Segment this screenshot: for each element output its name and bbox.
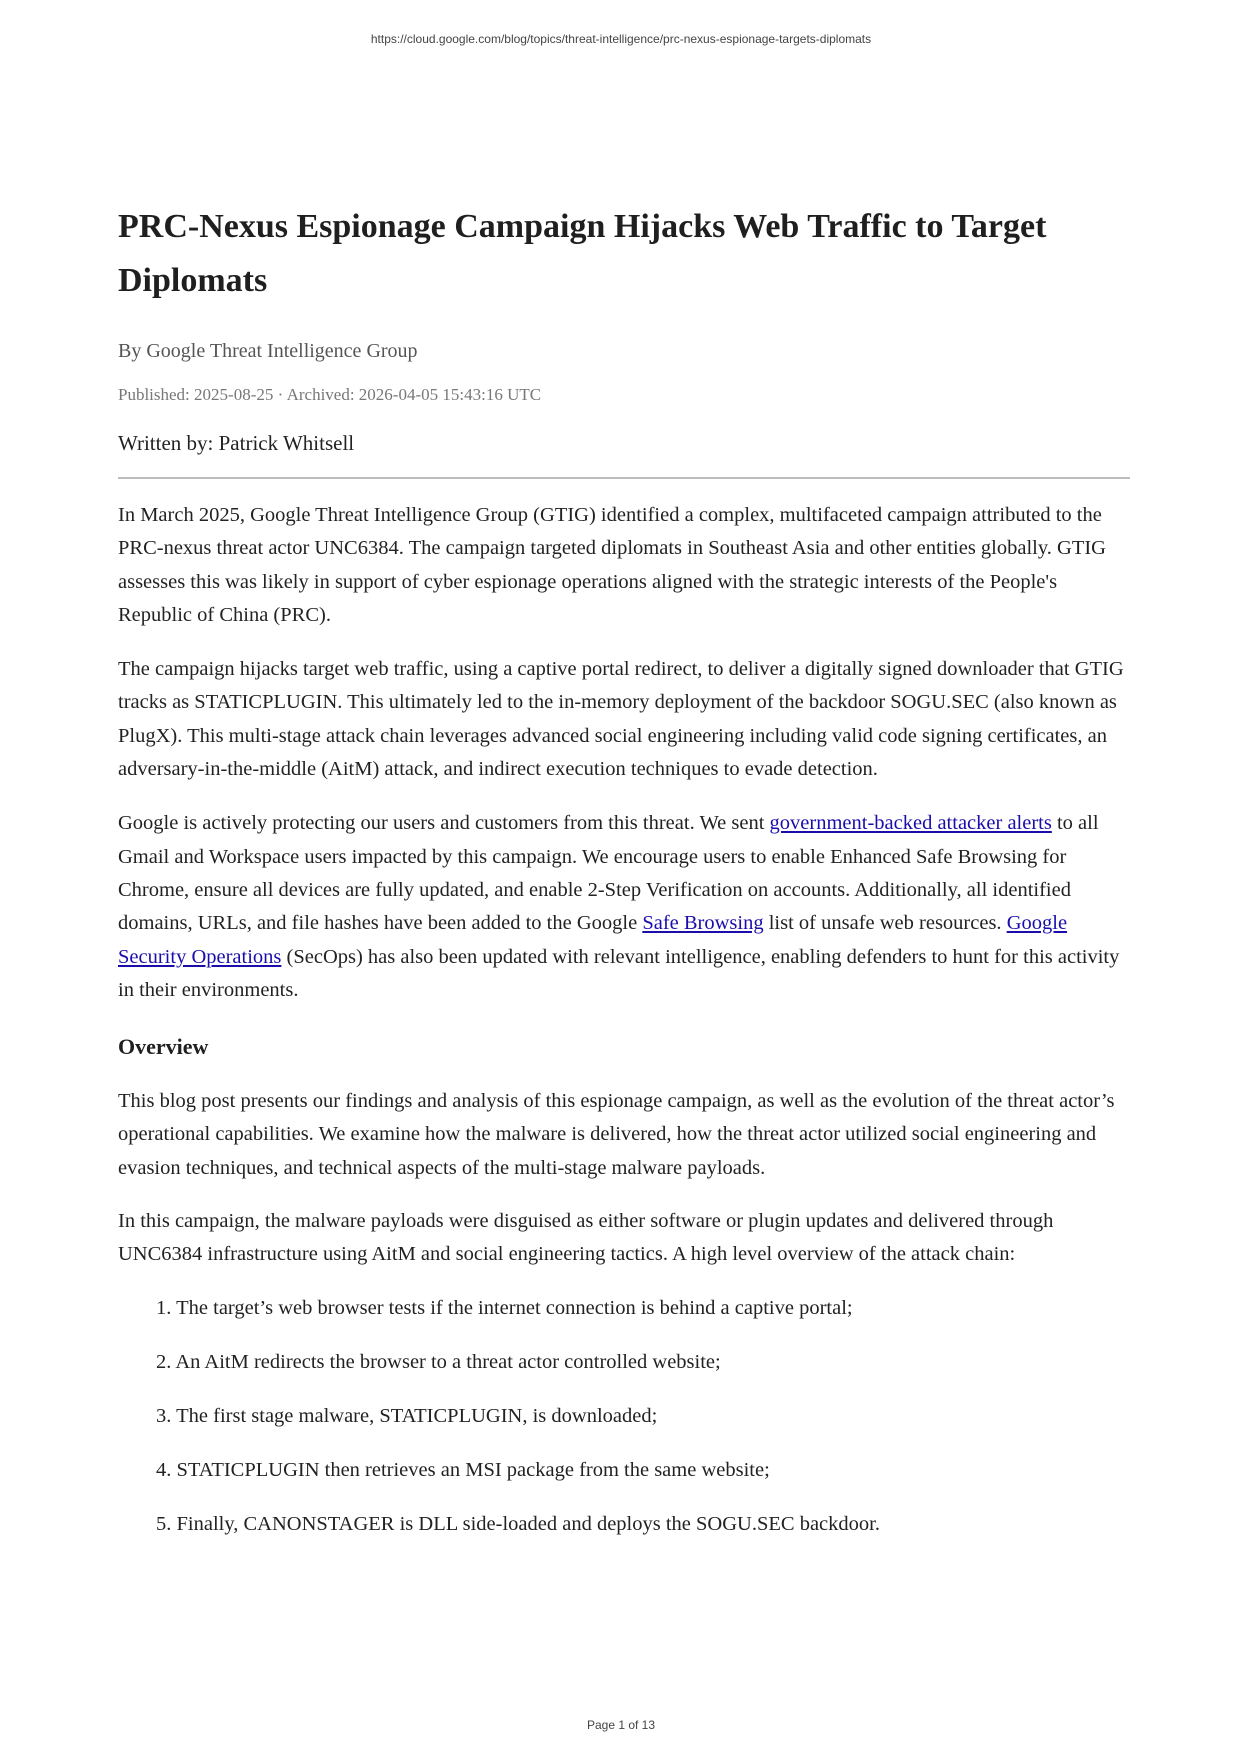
protection-text-2: to all Gmail and Workspace users impacted by this campaign. We encourage users to enable Enhanced Safe Browsing for Chrome, ensure all devices are fully updated, and enable 2-Step Verification on accounts. Additionally, all identified domains, URLs, and file hashes have been added to the Google bbox=[118, 812, 1099, 935]
government-backed-alerts-link[interactable]: government-backed attacker alerts bbox=[769, 812, 1052, 835]
attack-chain-list bbox=[118, 1293, 1130, 1540]
written-by: Written by: Patrick Whitsell bbox=[118, 431, 355, 455]
article-body bbox=[118, 200, 1130, 1564]
publish-archive-meta: Published: 2025-08-25 · Archived: 2026-04-05 15:43:16 UTC bbox=[118, 385, 542, 404]
list-item: 1. The target’s web browser tests if the internet connection is behind a captive portal; bbox=[156, 1296, 853, 1319]
byline: By Google Threat Intelligence Group bbox=[118, 340, 418, 362]
google-security-operations-link[interactable]: Google Security Operations bbox=[118, 912, 1068, 968]
attack-chain-intro: In this campaign, the malware payloads were disguised as either software or plugin updates and delivered through UNC6384 infrastructure using AitM and social engineering tactics. A high level overview of the attack chain: bbox=[118, 1210, 1054, 1266]
list-item: 4. STATICPLUGIN then retrieves an MSI package from the same website; bbox=[156, 1459, 770, 1482]
list-item: 5. Finally, CANONSTAGER is DLL side-loaded and deploys the SOGU.SEC backdoor. bbox=[156, 1513, 880, 1536]
intro-paragraph: In March 2025, Google Threat Intelligence Group (GTIG) identified a complex, multifaceted campaign attributed to the PRC-nexus threat actor UNC6384. The campaign targeted diplomats in Southeast Asia and other entities globally. GTIG assesses this was likely in support of cyber espionage operations aligned with the strategic interests of the People's Republic of China (PRC). bbox=[118, 504, 1106, 626]
list-item: 2. An AitM redirects the browser to a threat actor controlled website; bbox=[156, 1350, 721, 1373]
protection-text-3: list of unsafe web resources. bbox=[763, 912, 1007, 935]
divider bbox=[118, 477, 1130, 479]
protection-text-1: Google is actively protecting our users and customers from this threat. We sent bbox=[118, 812, 770, 835]
protection-text-4: (SecOps) has also been updated with relevant intelligence, enabling defenders to hunt for this activity in their environments. bbox=[118, 945, 1120, 1001]
article-title: PRC-Nexus Espionage Campaign Hijacks Web Traffic to Target Diplomats bbox=[118, 208, 1047, 299]
page-url-header: https://cloud.google.com/blog/topics/threat-intelligence/prc-nexus-espionage-targets-diplomats bbox=[370, 32, 872, 46]
page-number: Page 1 of 13 bbox=[586, 1718, 656, 1732]
safe-browsing-link[interactable]: Safe Browsing bbox=[642, 912, 764, 935]
overview-heading: Overview bbox=[118, 1034, 209, 1060]
protection-paragraph bbox=[118, 807, 1130, 1007]
overview-paragraph: This blog post presents our findings and analysis of this espionage campaign, as well as the evolution of the threat actor’s operational capabilities. We examine how the malware is delivered, how the threat actor utilized social engineering and evasion techniques, and technical aspects of the multi-stage malware payloads. bbox=[118, 1090, 1115, 1179]
list-item: 3. The first stage malware, STATICPLUGIN, is downloaded; bbox=[156, 1405, 658, 1428]
campaign-paragraph: The campaign hijacks target web traffic, using a captive portal redirect, to deliver a digitally signed downloader that GTIG tracks as STATICPLUGIN. This ultimately led to the in-memory deployment of the backdoor SOGU.SEC (also known as PlugX). This multi-stage attack chain leverages advanced social engineering including valid code signing certificates, an adversary-in-the-middle (AitM) attack, and indirect execution techniques to evade detection. bbox=[118, 658, 1124, 781]
